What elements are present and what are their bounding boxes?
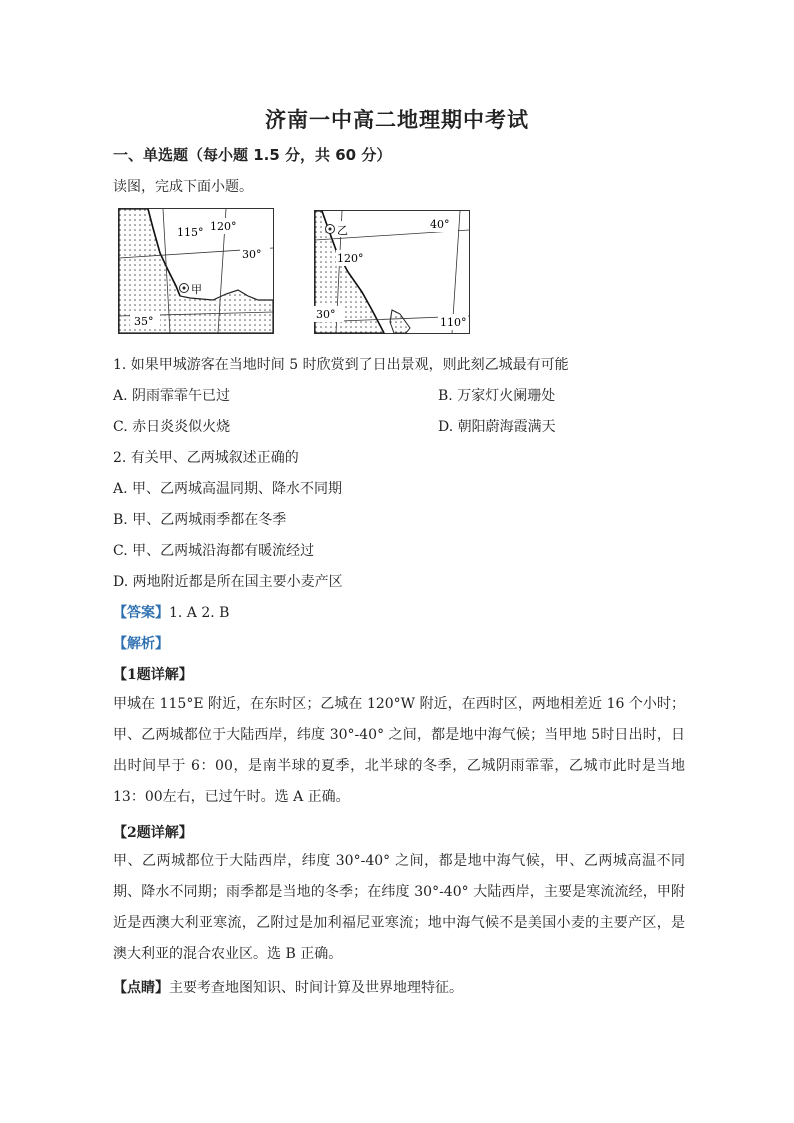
analysis-line bbox=[113, 633, 169, 653]
tip-text: 主要考查地图知识、时间计算及世界地理特征。 bbox=[169, 980, 463, 996]
question-1-option-a: A. 阴雨霏霏午已过 bbox=[113, 388, 231, 404]
question-2-option-a: A. 甲、乙两城高温同期、降水不同期 bbox=[113, 481, 343, 497]
detail-1-label: 【1题详解】 bbox=[113, 667, 193, 683]
map-label-lon1: 115° bbox=[177, 226, 204, 239]
question-1-option-c: C. 赤日炎炎似火烧 bbox=[113, 419, 231, 435]
question-2-option-c: C. 甲、乙两城沿海都有暖流经过 bbox=[113, 543, 315, 559]
map-label-lat1: 40° bbox=[430, 218, 450, 231]
question-1-option-d: D. 朝阳蔚海霞满天 bbox=[438, 419, 556, 435]
map-label-lon2: 120° bbox=[210, 220, 237, 233]
map-label-lon2: 110° bbox=[440, 316, 467, 329]
tip-line bbox=[113, 977, 463, 997]
map-yi bbox=[314, 210, 470, 334]
question-1-stem: 1. 如果甲城游客在当地时间 5 时欣赏到了日出景观，则此刻乙城最有可能 bbox=[113, 357, 569, 373]
answer-text: 1. A 2. B bbox=[169, 605, 230, 621]
detail-2-label: 【2题详解】 bbox=[113, 825, 193, 841]
question-2-option-d: D. 两地附近都是所在国主要小麦产区 bbox=[113, 574, 343, 590]
intro-text: 读图，完成下面小题。 bbox=[113, 179, 253, 195]
analysis-label: 【解析】 bbox=[113, 636, 169, 652]
map-label-lat1: 30° bbox=[242, 248, 262, 261]
answer-label: 【答案】 bbox=[113, 605, 169, 621]
map-label-lon1: 120° bbox=[337, 252, 364, 265]
map-label-lat2: 30° bbox=[316, 308, 336, 321]
question-2-option-b: B. 甲、乙两城雨季都在冬季 bbox=[113, 512, 287, 528]
map-label-city: 乙 bbox=[337, 224, 348, 237]
page-title: 济南一中高二地理期中考试 bbox=[265, 108, 529, 132]
answer-line bbox=[113, 602, 229, 622]
detail-1-text: 甲城在 115°E 附近，在东时区；乙城在 120°W 附近，在西时区，两地相差近 16 个小时；甲、乙两城都位于大陆西岸，纬度 30°-40° 之间，都是地中海气候；当甲地 5时日出时，日出时间早于 6：00，是南半球的夏季，北半球的冬季，乙城阴雨霏霏，乙城市此时是当地 13：00左右，已过午时。选 A 正确。 bbox=[113, 696, 685, 805]
map-label-city: 甲 bbox=[191, 283, 202, 296]
map-label-lat2: 35° bbox=[134, 315, 154, 328]
section-heading: 一、单选题（每小题 1.5 分，共 60 分） bbox=[113, 146, 392, 164]
tip-label: 【点睛】 bbox=[113, 980, 169, 996]
map-jia bbox=[118, 208, 274, 334]
question-1-option-b: B. 万家灯火阑珊处 bbox=[438, 388, 556, 404]
detail-2-text: 甲、乙两城都位于大陆西岸，纬度 30°-40° 之间，都是地中海气候，甲、乙两城高温不同期、降水不同期；雨季都是当地的冬季；在纬度 30°-40° 大陆西岸，主要是寒流流经，甲附近是西澳大利亚寒流，乙附过是加利福尼亚寒流；地中海气候不是美国小麦的主要产区，是澳大利亚的混合农业区。选 B 正确。 bbox=[113, 853, 685, 962]
question-2-stem: 2. 有关甲、乙两城叙述正确的 bbox=[113, 450, 299, 466]
